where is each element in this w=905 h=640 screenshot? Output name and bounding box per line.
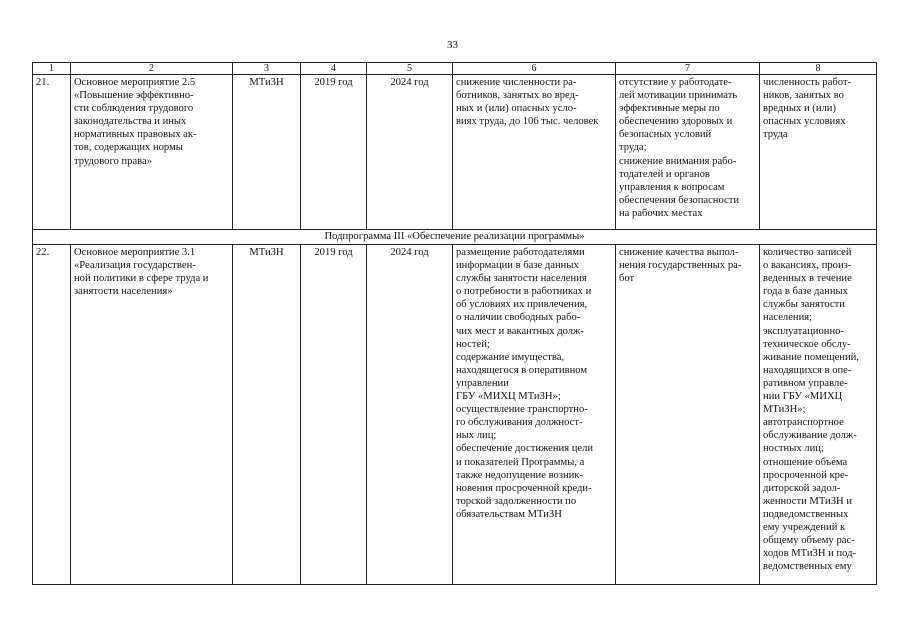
cell-line: эксплуатационно- xyxy=(763,325,844,337)
cell-line: находящегося в оперативном xyxy=(456,364,588,376)
cell-line: труда; xyxy=(619,142,647,154)
cell-line: снижение численности ра- xyxy=(456,77,577,88)
cell-line: опасных условиях xyxy=(763,116,846,128)
cell-line: МТиЗН»; xyxy=(763,404,806,416)
cell-line: женности МТиЗН и xyxy=(763,495,853,507)
cell-line: тодателей и органов xyxy=(619,168,710,180)
cell-line: обслуживание долж- xyxy=(763,430,857,442)
cell-line: занятости населения» xyxy=(74,286,173,298)
cell-line: Основное мероприятие 3.1 xyxy=(74,247,196,258)
cell-line: численность работ- xyxy=(763,77,852,88)
executor-cell: МТиЗН xyxy=(233,245,301,585)
subprogram-row xyxy=(33,230,877,245)
cell-line: обеспечение достижения цели xyxy=(456,443,594,455)
col-header-5: 5 xyxy=(367,63,453,75)
row-number: 22. xyxy=(33,245,71,585)
cell-line: ГБУ «МИХЦ МТиЗН»; xyxy=(456,391,561,403)
cell-line: новения просроченной креди- xyxy=(456,482,592,494)
cell-line: размещение работодателями xyxy=(456,247,585,258)
expected-result-cell xyxy=(453,75,616,230)
cell-line: го обслуживания должност- xyxy=(456,417,583,429)
cell-line: тов, содержащих нормы xyxy=(74,142,183,154)
cell-line: Основное мероприятие 2.5 xyxy=(74,77,196,88)
cell-line: года в базе данных xyxy=(763,286,848,298)
col-header-7: 7 xyxy=(616,63,760,75)
cell-line: эффективные меры по xyxy=(619,103,720,115)
cell-line: виях труда, до 106 тыс. человек xyxy=(456,116,599,128)
cell-line: ностей; xyxy=(456,338,490,350)
cell-line: находящихся в опе- xyxy=(763,364,852,376)
cell-line: чих мест и вакантных долж- xyxy=(456,325,584,337)
cell-line: ботников, занятых во вред- xyxy=(456,90,579,102)
executor-cell: МТиЗН xyxy=(233,75,301,230)
col-header-3: 3 xyxy=(233,63,301,75)
program-events-table xyxy=(32,62,877,585)
col-header-1: 1 xyxy=(33,63,71,75)
cell-line: труда xyxy=(763,129,788,141)
cell-line: о наличии свободных рабо- xyxy=(456,312,581,324)
cell-line: службы занятости xyxy=(763,299,845,311)
cell-line: общему объему рас- xyxy=(763,535,855,547)
cell-line: ностных лиц; xyxy=(763,443,824,455)
cell-line: ных и (или) опасных усло- xyxy=(456,103,577,115)
event-name-cell xyxy=(71,75,233,230)
col-header-4: 4 xyxy=(301,63,367,75)
cell-line: вредных и (или) xyxy=(763,103,836,115)
cell-line: содержание имущества, xyxy=(456,351,565,363)
consequences-cell xyxy=(616,75,760,230)
cell-line: управления к вопросам xyxy=(619,181,725,193)
event-name-cell xyxy=(71,245,233,585)
cell-line: снижение внимания рабо- xyxy=(619,155,737,167)
table-row xyxy=(33,75,877,230)
cell-line: об условиях их привлечения, xyxy=(456,299,588,311)
cell-line: снижение качества выпол- xyxy=(619,247,739,258)
cell-line: «Повышение эффективно- xyxy=(74,90,194,102)
cell-line: обеспечения безопасности xyxy=(619,194,740,206)
cell-line: законодательства и иных xyxy=(74,116,187,128)
indicators-cell xyxy=(760,75,877,230)
col-header-8: 8 xyxy=(760,63,877,75)
cell-line: отношение объема xyxy=(763,456,848,468)
cell-line: просроченной кре- xyxy=(763,469,849,481)
column-number-row xyxy=(33,63,877,75)
cell-line: автотранспортное xyxy=(763,417,844,429)
end-year-cell: 2024 год xyxy=(367,245,453,585)
cell-line: ходов МТиЗН и под- xyxy=(763,548,857,560)
cell-line: лей мотивации принимать xyxy=(619,90,738,102)
row-number: 21. xyxy=(33,75,71,230)
cell-line: и показателей Программы, а xyxy=(456,456,585,468)
cell-line: ративном управле- xyxy=(763,377,848,389)
cell-line: управлении xyxy=(456,377,509,389)
cell-line: нормативных правовых ак- xyxy=(74,129,197,141)
cell-line: сти соблюдения трудового xyxy=(74,103,194,115)
cell-line: веденных в течение xyxy=(763,273,852,285)
cell-line: информации в базе данных xyxy=(456,260,579,272)
cell-line: ных лиц; xyxy=(456,430,497,442)
cell-line: нии ГБУ «МИХЦ xyxy=(763,391,843,403)
cell-line: безопасных условий xyxy=(619,129,712,141)
cell-line: живание помещений, xyxy=(763,351,859,363)
cell-line: «Реализация государствен- xyxy=(74,260,196,272)
cell-line: трудового права» xyxy=(74,155,153,167)
consequences-cell xyxy=(616,245,760,585)
col-header-2: 2 xyxy=(71,63,233,75)
table-row xyxy=(33,245,877,585)
cell-line: ему учреждений к xyxy=(763,521,846,533)
page-number: 33 xyxy=(447,39,458,51)
start-year-cell: 2019 год xyxy=(301,245,367,585)
cell-line: осуществление транспортно- xyxy=(456,404,588,416)
cell-line: ной политики в сфере труда и xyxy=(74,273,209,285)
col-header-6: 6 xyxy=(453,63,616,75)
indicators-cell xyxy=(760,245,877,585)
cell-line: обеспечению здоровых и xyxy=(619,116,733,128)
cell-line: ников, занятых во xyxy=(763,90,844,102)
cell-line: нения государственных ра- xyxy=(619,260,742,272)
cell-line: бот xyxy=(619,273,635,285)
cell-line: подведомственных xyxy=(763,508,849,520)
cell-line: техническое обслу- xyxy=(763,338,851,350)
cell-line: диторской задол- xyxy=(763,482,841,494)
cell-line: торской задолженности по xyxy=(456,495,577,507)
cell-line: о потребности в работниках и xyxy=(456,286,592,298)
cell-line: количество записей xyxy=(763,247,852,258)
start-year-cell: 2019 год xyxy=(301,75,367,230)
cell-line: ведомственных ему xyxy=(763,561,852,573)
expected-result-cell xyxy=(453,245,616,585)
cell-line: отсутствие у работодате- xyxy=(619,77,732,88)
cell-line: обязательствам МТиЗН xyxy=(456,508,562,520)
subprogram-title: Подпрограмма III «Обеспечение реализации программы» xyxy=(33,230,877,245)
cell-line: о вакансиях, произ- xyxy=(763,260,852,272)
cell-line: службы занятости населения xyxy=(456,273,587,285)
cell-line: населения; xyxy=(763,312,813,324)
cell-line: на рабочих местах xyxy=(619,207,703,219)
end-year-cell: 2024 год xyxy=(367,75,453,230)
cell-line: также недопущение возник- xyxy=(456,469,583,481)
